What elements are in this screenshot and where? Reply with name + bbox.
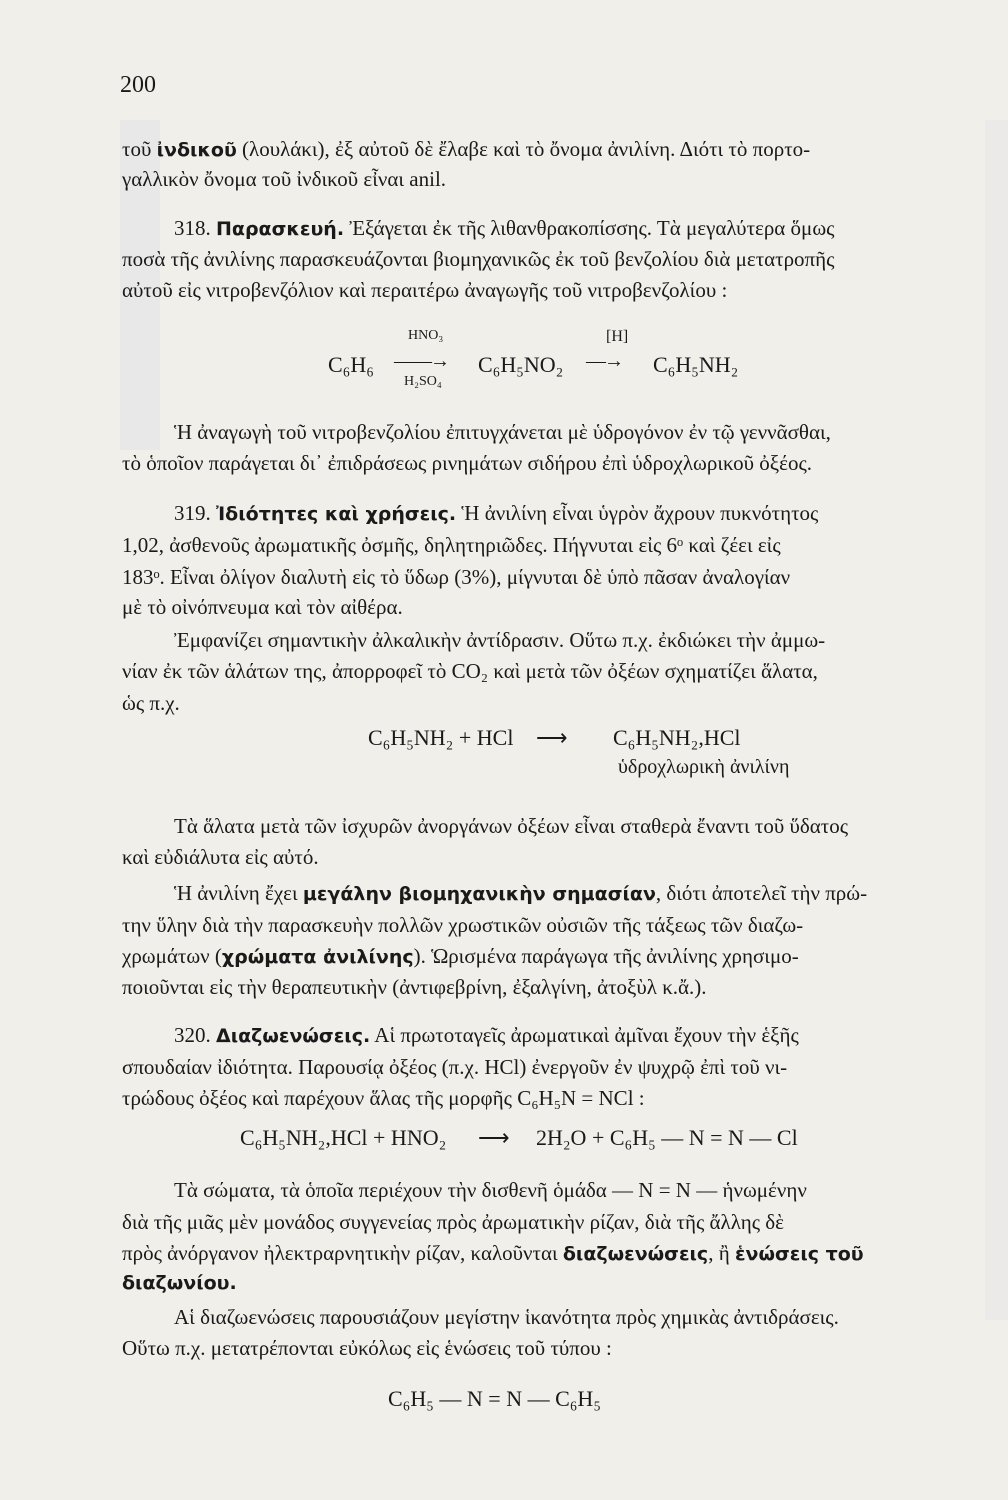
reactants: C₆H₅NH₂,HCl + HNO₂ xyxy=(240,1125,447,1150)
product: C₆H₅NH₂ xyxy=(653,352,739,377)
paragraph-line: διαζωνίου. xyxy=(122,1272,237,1294)
product-caption: ὑδροχλωρικὴ ἀνιλίνη xyxy=(618,756,790,778)
equation-azobenzene: C₆H₅ — N = N — C₆H₅ xyxy=(388,1386,601,1411)
equation-aniline-hcl xyxy=(368,725,788,785)
section-title: Ἰδιότητες καὶ χρήσεις. xyxy=(216,503,457,525)
bold-term: ἰνδικοῦ xyxy=(156,139,237,161)
paragraph-line xyxy=(122,941,980,972)
page-number: 200 xyxy=(120,72,156,98)
bold-term: χρώματα ἀνιλίνης xyxy=(221,946,414,968)
paragraph-line: μὲ τὸ οἰνόπνευμα καὶ τὸν αἰθέρα. xyxy=(122,595,403,619)
product: C₆H₅NH₂,HCl xyxy=(613,725,741,750)
text-run: πρὸς ἀνόργανον ἠλεκτραρνητικὴν ρίζαν, καλοῦνται xyxy=(122,1241,563,1265)
reagent-above: HNO₃ xyxy=(408,328,444,343)
bold-term: μεγάλην βιομηχανικὴν σημασίαν xyxy=(302,883,656,905)
reactants: C₆H₅NH₂ + HCl xyxy=(368,725,514,750)
paragraph-line: ποσὰ τῆς ἀνιλίνης παρασκευάζονται βιομηχανικῶς ἐκ τοῦ βενζολίου διὰ μετατροπῆς xyxy=(122,247,835,271)
paragraph-line: Οὕτω π.χ. μετατρέπονται εὐκόλως εἰς ἑνώσεις τοῦ τύπου : xyxy=(122,1336,612,1360)
section-number: 319. xyxy=(174,501,211,525)
paragraph-line: Ἡ ἀναγωγὴ τοῦ νιτροβενζολίου ἐπιτυγχάνεται μὲ ὑδρογόνον ἐν τῷ γεννᾶσθαι, xyxy=(174,420,831,444)
paragraph-line: καὶ εὐδιάλυτα εἰς αὐτό. xyxy=(122,845,319,869)
arrow-icon: ——→ xyxy=(394,350,448,372)
paragraph-line: Τὰ σώματα, τὰ ὁποῖα περιέχουν τὴν δισθενῆ ὁμάδα — N = N — ἡνωμένην xyxy=(174,1178,807,1202)
paragraph-line: την ὕλην διὰ τὴν παρασκευὴν πολλῶν χρωστικῶν οὐσιῶν τῆς τάξεως τῶν διαζω- xyxy=(122,913,804,937)
paragraph-line: 1,02, ἀσθενοῦς ἀρωματικῆς ὀσμῆς, δηλητηριῶδες. Πήγνυται εἰς 6ᵒ καὶ ζέει εἰς xyxy=(122,533,781,557)
text-run: ). Ὡρισμένα παράγωγα τῆς ἀνιλίνης χρησιμο- xyxy=(413,944,799,968)
paragraph-line: Ἐμφανίζει σημαντικὴν ἀλκαλικὴν ἀντίδρασιν. Οὕτω π.χ. ἐκδιώκει τὴν ἀμμω- xyxy=(174,628,826,652)
show-through-bleed xyxy=(985,120,1008,1320)
arrow-icon: —→ xyxy=(586,350,622,372)
text-run: , διότι ἀποτελεῖ τὴν πρώ- xyxy=(655,881,868,905)
text-run: Αἱ πρωτοταγεῖς ἀρωματικαὶ ἀμῖναι ἔχουν τὴν ἑξῆς xyxy=(370,1023,799,1047)
bold-term: διαζωενώσεις xyxy=(562,1243,709,1265)
reactant: C₆H₆ xyxy=(328,352,374,377)
text-run: τοῦ xyxy=(122,137,157,161)
section-number: 320. xyxy=(174,1023,211,1047)
arrow-icon: ⟶ xyxy=(536,725,568,750)
paragraph-line: αὐτοῦ εἰς νιτροβενζόλιον καὶ περαιτέρω ἀναγωγῆς τοῦ νιτροβενζολίου : xyxy=(122,278,728,302)
paragraph-line: διὰ τῆς μιᾶς μὲν μονάδος συγγενείας πρὸς ἀρωματικὴν ρίζαν, διὰ τῆς ἄλλης δὲ xyxy=(122,1210,784,1234)
arrow-icon: ⟶ xyxy=(478,1125,510,1150)
text-run: Ἡ ἀνιλίνη ἔχει xyxy=(174,881,303,905)
paragraph-line: νίαν ἐκ τῶν ἁλάτων της, ἀπορροφεῖ τὸ CO₂ καὶ μετὰ τῶν ὀξέων σχηματίζει ἅλατα, xyxy=(122,659,818,683)
text-run: , ἢ xyxy=(708,1241,735,1265)
section-318-line xyxy=(174,213,980,244)
products: 2H₂O + C₆H₅ — N = N — Cl xyxy=(536,1125,798,1150)
section-number: 318. xyxy=(174,216,211,240)
product: C₆H₅NO₂ xyxy=(478,352,564,377)
paragraph-line: ποιοῦνται εἰς τὴν θεραπευτικὴν (ἀντιφεβρίνη, ἐξαλγίνη, ἀτοξὺλ κ.ἄ.). xyxy=(122,975,707,999)
paragraph-line: γαλλικὸν ὄνομα τοῦ ἰνδικοῦ εἶναι anil. xyxy=(122,167,447,191)
text-run: (λουλάκι), ἐξ αὐτοῦ δὲ ἔλαβε καὶ τὸ ὄνομα ἀνιλίνη. Διότι τὸ πορτο- xyxy=(236,137,811,161)
paragraph-line xyxy=(122,1238,980,1269)
paragraph-line xyxy=(174,878,980,909)
paragraph-line: σπουδαίαν ἰδιότητα. Παρουσίᾳ ὀξέος (π.χ. HCl) ἐνεργοῦν ἐν ψυχρῷ ἐπὶ τοῦ νι- xyxy=(122,1055,788,1079)
text-run: Ἡ ἀνιλίνη εἶναι ὑγρὸν ἄχρουν πυκνότητος xyxy=(456,501,819,525)
paragraph-line: τρώδους ὀξέος καὶ παρέχουν ἅλας τῆς μορφῆς C₆H₅N = NCl : xyxy=(122,1086,645,1110)
reagent-below: H₂SO₄ xyxy=(404,374,442,389)
paragraph-line: Τὰ ἅλατα μετὰ τῶν ἰσχυρῶν ἀνοργάνων ὀξέων εἶναι σταθερὰ ἔναντι τοῦ ὕδατος xyxy=(174,814,849,838)
text-run: Ἐξάγεται ἐκ τῆς λιθανθρακοπίσσης. Τὰ μεγαλύτερα ὅμως xyxy=(344,216,835,240)
paragraph-line: 183ᵒ. Εἶναι ὀλίγον διαλυτὴ εἰς τὸ ὕδωρ (3%), μίγνυται δὲ ὑπὸ πᾶσαν ἀναλογίαν xyxy=(122,565,791,589)
section-title: Παρασκευή. xyxy=(216,218,345,240)
paragraph-line: τὸ ὁποῖον παράγεται δι᾽ ἐπιδράσεως ρινημάτων σιδήρου ἐπὶ ὑδροχλωρικοῦ ὀξέος. xyxy=(122,451,813,475)
section-title: Διαζωενώσεις. xyxy=(216,1025,371,1047)
reagent-above: [H] xyxy=(606,328,629,345)
paragraph-line xyxy=(122,134,980,165)
paragraph-line: ὡς π.χ. xyxy=(122,691,180,715)
section-320-line xyxy=(174,1020,980,1051)
equation-diazotization xyxy=(240,1125,900,1159)
equation-nitration-reduction xyxy=(328,328,788,400)
text-run: χρωμάτων ( xyxy=(122,944,222,968)
paragraph-line: Αἱ διαζωενώσεις παρουσιάζουν μεγίστην ἱκανότητα πρὸς χημικὰς ἀντιδράσεις. xyxy=(174,1305,839,1329)
bold-term: ἑνώσεις τοῦ xyxy=(734,1243,864,1265)
section-319-line xyxy=(174,498,980,529)
